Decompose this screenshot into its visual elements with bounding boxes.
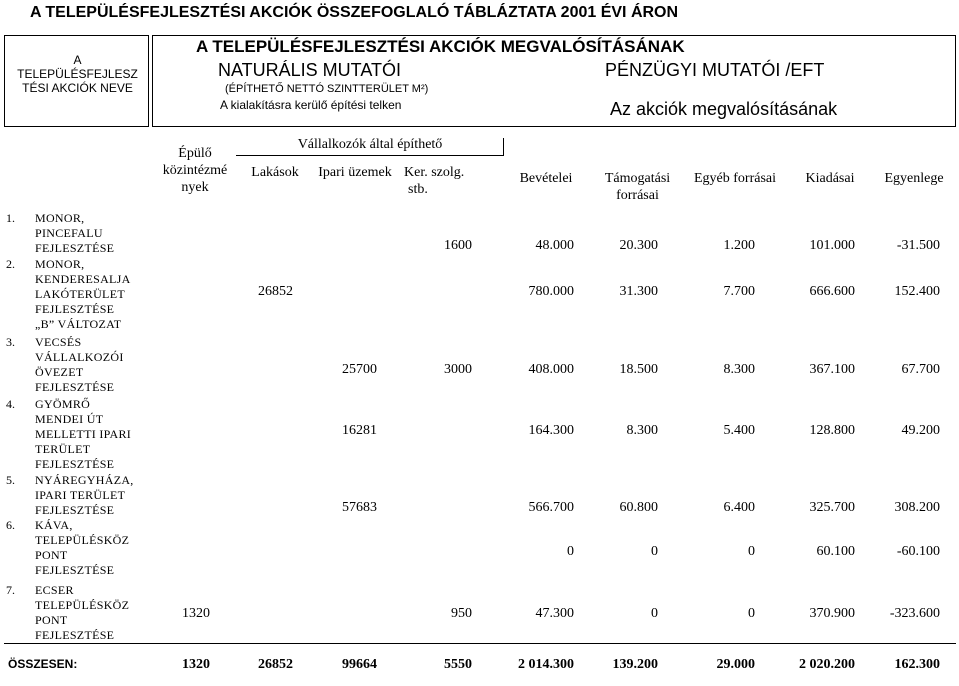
action-name [35,473,134,518]
total-ipari: 99664 [342,657,377,672]
action-name-line: MONOR, [35,257,85,271]
cell-egyeb: 8.300 [723,362,755,377]
cell-egyeb: 6.400 [723,500,755,515]
action-name-line: ÖVEZET [35,365,84,379]
cell-tamogatasi: 8.300 [626,423,658,438]
cell-lakasok: 26852 [258,284,293,299]
cell-egyeb: 1.200 [723,238,755,253]
cell-ipari: 16281 [342,423,377,438]
cell-kiadasai: 367.100 [809,362,855,377]
action-name-line: KÁVA, [35,518,73,532]
cell-egyenlege: -323.600 [889,606,940,621]
action-name [35,518,129,578]
action-name-line: LAKÓTERÜLET [35,287,125,301]
action-name-line: GYÖMRŐ [35,397,91,411]
total-kiadasai: 2 020.200 [799,657,855,672]
cell-bevetelei: 164.300 [528,423,574,438]
cell-egyenlege: -60.100 [896,544,940,559]
action-name-line: FEJLESZTÉSE [35,302,115,316]
cell-tamogatasi: 60.800 [619,500,658,515]
action-number: 4. [6,397,15,411]
cell-tamogatasi: 0 [651,544,658,559]
cell-egyeb: 0 [748,544,755,559]
action-name-line: VECSÉS [35,335,82,349]
cell-bevetelei: 48.000 [535,238,574,253]
cell-kiadasai: 101.000 [809,238,855,253]
total-bevetelei: 2 014.300 [518,657,574,672]
action-name-line: TELEPÜLÉSKÖZ [35,598,130,612]
column-header-lakasok: Lakások [251,165,299,180]
natural-indicators-subtitle: (ÉPÍTHETŐ NETTÓ SZINTTERÜLET M²) [225,83,429,95]
natural-indicators-title: NATURÁLIS MUTATÓI [218,60,402,80]
action-name-line: KENDERESALJA [35,272,131,286]
column-header-epulo: Épülő közintézmé nyek [162,146,228,195]
total-egyenlege: 162.300 [894,657,940,672]
natural-indicators-note: A kialakításra kerülő építési telken [220,98,402,112]
cell-bevetelei: 408.000 [528,362,574,377]
action-name-line: PONT [35,548,68,562]
totals-separator-line [4,643,956,644]
action-name-line: ECSER [35,583,74,597]
action-name-line: FEJLESZTÉSE [35,241,115,255]
cell-kiadasai: 325.700 [809,500,855,515]
cell-egyenlege: 49.200 [901,423,940,438]
action-name-line: TELEPÜLÉSKÖZ [35,533,130,547]
cell-egyenlege: 308.200 [894,500,940,515]
action-name-line: VÁLLALKOZÓI [35,350,124,364]
column-header-ipari: Ipari üzemek [318,165,392,180]
action-number: 1. [6,211,15,225]
column-header-egyenlege: Egyenlege [884,171,944,186]
action-name [35,397,131,472]
column-header-tamogatasi: Támogatási forrásai [604,171,671,203]
action-name-line: NYÁREGYHÁZA, [35,473,134,487]
cell-bevetelei: 47.300 [535,606,574,621]
totals-label: ÖSSZESEN: [8,657,78,671]
action-name [35,257,131,332]
cell-ker: 1600 [444,238,472,253]
column-header-kiadasai: Kiadásai [805,171,855,186]
contractors-underline [236,155,504,156]
action-name-line: MELLETTI IPARI [35,427,132,441]
action-name-line: PINCEFALU [35,226,103,240]
left-header-line: A [73,53,82,67]
column-header-vallalkozok: Vállalkozók által építhető [297,137,443,152]
cell-egyeb: 7.700 [723,284,755,299]
contractors-right-tick [503,138,504,156]
cell-tamogatasi: 0 [651,606,658,621]
action-number: 2. [6,257,15,271]
left-header-text [5,53,150,95]
action-name-line: FEJLESZTÉSE [35,503,115,517]
cell-tamogatasi: 31.300 [619,284,658,299]
cell-tamogatasi: 20.300 [619,238,658,253]
action-name-line: TERÜLET [35,442,91,456]
action-name-line: FEJLESZTÉSE [35,457,115,471]
financial-indicators-note: Az akciók megvalósításának [610,99,838,119]
action-name-line: PONT [35,613,68,627]
cell-egyenlege: -31.500 [896,238,940,253]
cell-bevetelei: 0 [567,544,574,559]
cell-egyeb: 5.400 [723,423,755,438]
cell-ipari: 57683 [342,500,377,515]
total-tamogatasi: 139.200 [612,657,658,672]
cell-ker: 950 [451,606,472,621]
action-name-line: IPARI TERÜLET [35,488,126,502]
action-name [35,211,114,256]
cell-kiadasai: 370.900 [809,606,855,621]
total-egyeb: 29.000 [716,657,755,672]
cell-epulo: 1320 [182,606,210,621]
left-header-line: TELEPÜLÉSFEJLESZ [17,67,138,81]
total-lakasok: 26852 [258,657,293,672]
total-ker: 5550 [444,657,472,672]
cell-bevetelei: 780.000 [528,284,574,299]
cell-kiadasai: 60.100 [816,544,855,559]
action-name-line: FEJLESZTÉSE [35,563,115,577]
action-name-line: FEJLESZTÉSE [35,380,115,394]
cell-egyenlege: 67.700 [901,362,940,377]
financial-indicators-title: PÉNZÜGYI MUTATÓI /EFT [605,60,825,80]
column-header-ker: Ker. szolg. stb. [404,165,465,197]
cell-egyenlege: 152.400 [894,284,940,299]
action-name [35,335,124,395]
cell-tamogatasi: 18.500 [619,362,658,377]
cell-bevetelei: 566.700 [528,500,574,515]
action-number: 5. [6,473,15,487]
total-epulo: 1320 [182,657,210,672]
document-title: A TELEPÜLÉSFEJLESZTÉSI AKCIÓK ÖSSZEFOGLALÓ TÁBLÁZTATA 2001 ÉVI ÁRON [30,4,679,21]
column-header-bevetelei: Bevételei [519,171,573,186]
action-name-line: FEJLESZTÉSE [35,628,115,642]
left-header-line: TÉSI AKCIÓK NEVE [22,81,133,95]
cell-kiadasai: 128.800 [809,423,855,438]
action-name-line: MONOR, [35,211,85,225]
action-name-line: „B” VÁLTOZAT [35,317,122,331]
right-header-main: A TELEPÜLÉSFEJLESZTÉSI AKCIÓK MEGVALÓSÍTÁSÁNAK [196,37,685,56]
action-number: 6. [6,518,15,532]
action-name-line: MENDEI ÚT [35,412,104,426]
cell-kiadasai: 666.600 [809,284,855,299]
cell-egyeb: 0 [748,606,755,621]
action-name [35,583,129,643]
action-number: 3. [6,335,15,349]
cell-ker: 3000 [444,362,472,377]
cell-ipari: 25700 [342,362,377,377]
left-header-box [4,35,149,127]
action-number: 7. [6,583,15,597]
column-header-egyeb: Egyéb forrásai [693,171,777,186]
